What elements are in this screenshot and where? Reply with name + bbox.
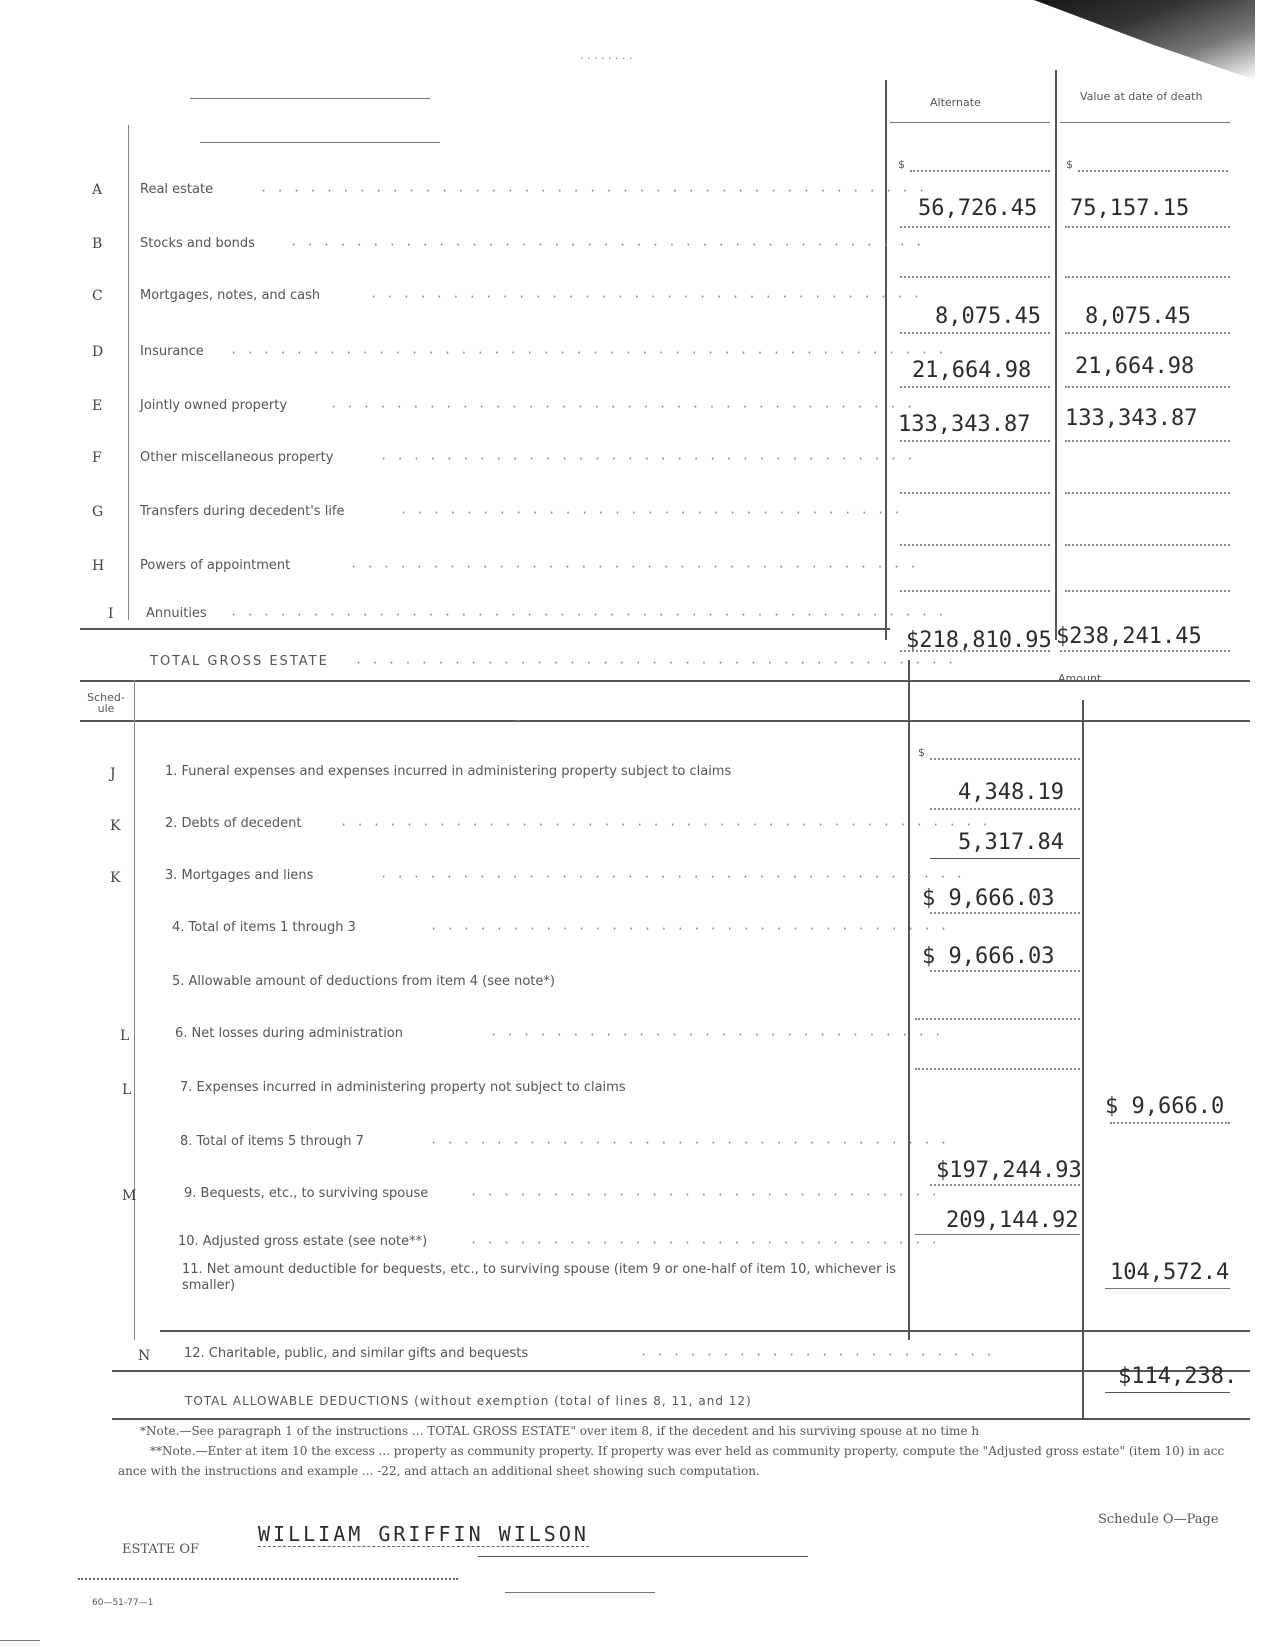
row-rule — [160, 1330, 1250, 1332]
schedule-letter: M — [122, 1188, 137, 1204]
schedule-letter: K — [110, 870, 121, 886]
amount-line — [900, 226, 1050, 228]
amount-line — [900, 386, 1050, 388]
total-gross-alternate: $218,810.95 — [906, 628, 1052, 653]
schedule-letter: F — [92, 450, 102, 466]
deduction-label: 3. Mortgages and liens — [165, 868, 314, 883]
note-1: *Note.—See paragraph 1 of the instructions ... TOTAL GROSS ESTATE" over item 8, if the decedent and his surviving spouse at no time h — [140, 1424, 980, 1438]
faded-header-text: · · · · · · · · — [580, 52, 633, 65]
row-rule — [112, 1418, 1250, 1420]
schedule-letter: K — [110, 818, 121, 834]
amount-line — [1065, 492, 1230, 494]
column-divider-left — [885, 80, 887, 640]
schedule-letter: L — [120, 1028, 130, 1044]
leader-dots: · · · · · · · · · · · · · · · · · · · · · · · · · · · · · · · · — [430, 1136, 949, 1150]
leader-dots: · · · · · · · · · · · · · · · · · · · · · · · · · · · · — [490, 1028, 943, 1042]
amount-line — [1065, 332, 1230, 334]
header-line — [890, 122, 1050, 123]
leader-dots: · · · · · · · · · · · · · · · · · · · · · · · · · · · · · · · · · · · · · · · · — [340, 818, 990, 832]
amount-line — [1105, 1288, 1230, 1289]
schedule-letter: J — [110, 766, 116, 782]
leader-dots: · · · · · · · · · · · · · · · · · · · · · · · · · · · · · · · — [400, 506, 902, 520]
amount-line — [900, 332, 1050, 334]
amount-line — [930, 912, 1080, 914]
amount-line — [1105, 1392, 1230, 1393]
amount-line — [930, 970, 1080, 972]
leader-dots: · · · · · · · · · · · · · · · · · · · · · · · · · · · · · · · · · · · · · — [355, 656, 956, 670]
date-of-death-value: 21,664.98 — [1075, 354, 1195, 379]
date-of-death-value: 8,075.45 — [1085, 304, 1191, 329]
amount-line — [900, 590, 1050, 592]
total-gross-value: $238,241.45 — [1056, 624, 1202, 649]
amount-header: Amount — [1058, 672, 1102, 685]
deduction-label: 1. Funeral expenses and expenses incurred in administering property subject to claims — [165, 764, 732, 779]
scan-corner-shadow — [995, 0, 1255, 80]
deduction-amount: $197,244.93 — [936, 1158, 1082, 1183]
deduction-label: 12. Charitable, public, and similar gifts and bequests — [184, 1346, 529, 1361]
row-label: Jointly owned property — [140, 398, 288, 413]
date-of-death-value: 75,157.15 — [1070, 196, 1190, 221]
amount-line — [1065, 386, 1230, 388]
alternate-value: 56,726.45 — [918, 196, 1038, 221]
leader-dots: · · · · · · · · · · · · · · · · · · · · · · · · · · · · · · · · · · · · · · · · · — [260, 184, 927, 198]
deduction-amount: $ — [918, 746, 925, 759]
total-deductions-label: TOTAL ALLOWABLE DEDUCTIONS (without exemption (total of lines 8, 11, and 12) — [185, 1394, 752, 1408]
dollar-sign: $ — [1066, 158, 1073, 171]
leader-dots: · · · · · · · · · · · · · · · · · · · · · · · · · · · · · · · · · · · · · · · — [290, 238, 924, 252]
row-label: Insurance — [140, 344, 204, 359]
row-label: Other miscellaneous property — [140, 450, 334, 465]
edge-mark — [0, 1640, 40, 1641]
estate-name: WILLIAM GRIFFIN WILSON — [258, 1522, 589, 1546]
amount-line — [1065, 226, 1230, 228]
dollar-sign: $ — [898, 158, 905, 171]
form-code: 60—51-77—1 — [92, 1598, 154, 1608]
leader-dots: · · · · · · · · · · · · · · · · · · · · · · · · · · · · · — [470, 1236, 939, 1250]
schedule-letter: G — [92, 504, 104, 520]
amount-line — [1078, 170, 1228, 172]
header-line — [1060, 122, 1230, 123]
schedule-letter: A — [92, 182, 103, 198]
col-value-header: Value at date of death — [1080, 90, 1203, 103]
schedule-letter: H — [92, 558, 105, 574]
amount-line — [915, 1018, 1080, 1020]
schedule-ref: Schedule O—Page — [1098, 1512, 1219, 1527]
row-label: Mortgages, notes, and cash — [140, 288, 321, 303]
footer-rule — [78, 1578, 458, 1580]
total-gross-label: TOTAL GROSS ESTATE — [150, 654, 329, 669]
schedule-letter: E — [92, 398, 103, 414]
amount-line — [930, 808, 1080, 810]
deduction-amount: 209,144.92 — [946, 1208, 1079, 1233]
note-2: **Note.—Enter at item 10 the excess ... property as community property. If property was ever held as community property, compute the "Adjusted gross estate" (item 10) in acc — [150, 1444, 1225, 1458]
row-label: Powers of appointment — [140, 558, 291, 573]
schedule-letter: I — [108, 606, 114, 622]
leader-dots: · · · · · · · · · · · · · · · · · · · · · · · · · · · · · · · · · · · · — [330, 400, 914, 414]
deduction-label: 4. Total of items 1 through 3 — [172, 920, 356, 935]
deduction-label: 5. Allowable amount of deductions from item 4 (see note*) — [172, 974, 555, 989]
date-of-death-value: 133,343.87 — [1065, 406, 1198, 431]
amount-line — [1110, 1122, 1230, 1124]
amount-line — [930, 758, 1080, 760]
schedule-col-line — [134, 680, 135, 1340]
schedule-letter: C — [92, 288, 103, 304]
amount-line — [1060, 650, 1230, 652]
deduction-label: 7. Expenses incurred in administering property not subject to claims — [180, 1080, 626, 1095]
schedule-header: Sched- ule — [87, 691, 125, 715]
deductions-header-rule — [80, 720, 1250, 722]
total-col-line — [1082, 700, 1084, 1420]
leader-dots: · · · · · · · · · · · · · · · · · · · · · · · · · · · · · · · · · — [380, 452, 915, 466]
deduction-total: $ 9,666.0 — [1105, 1094, 1225, 1119]
amount-line — [900, 492, 1050, 494]
amount-line — [1065, 590, 1230, 592]
col-alternate-header: Alternate — [930, 96, 981, 109]
schedule-letter: B — [92, 236, 103, 252]
amount-line — [1065, 544, 1230, 546]
schedule-letter: L — [122, 1082, 132, 1098]
amount-line — [900, 650, 1050, 652]
note-3: ance with the instructions and example ... -22, and attach an additional sheet showing such computation. — [118, 1464, 760, 1478]
leader-dots: · · · · · · · · · · · · · · · · · · · · · · — [640, 1348, 994, 1362]
deduction-label: 6. Net losses during administration — [175, 1026, 404, 1041]
amount-line — [900, 440, 1050, 442]
total-rule — [80, 628, 890, 630]
total-deductions-value: $114,238. — [1118, 1364, 1238, 1389]
alternate-value: 8,075.45 — [935, 304, 1041, 329]
row-label: Real estate — [140, 182, 214, 197]
deduction-label: 9. Bequests, etc., to surviving spouse — [184, 1186, 429, 1201]
leader-dots: · · · · · · · · · · · · · · · · · · · · · · · · · · · · · · · · · · · — [350, 560, 918, 574]
leader-dots: · · · · · · · · · · · · · · · · · · · · · · · · · · · · · · · · · · · · — [380, 870, 964, 884]
deduction-total: 104,572.4 — [1110, 1260, 1230, 1285]
amount-line — [930, 1184, 1080, 1186]
amount-line — [1065, 440, 1230, 442]
leader-dots: · · · · · · · · · · · · · · · · · · · · · · · · · · · · · · · · · · · · · · · · · · · · — [230, 608, 946, 622]
leader-dots: · · · · · · · · · · · · · · · · · · · · · · · · · · · · · · · · — [430, 922, 949, 936]
column-divider-right — [1055, 70, 1057, 640]
row-rule — [112, 1370, 1250, 1372]
amount-line — [900, 276, 1050, 278]
amount-line — [930, 858, 1080, 859]
alternate-value: 21,664.98 — [912, 358, 1032, 383]
deduction-amount: 4,348.19 — [958, 780, 1064, 805]
leader-dots: · · · · · · · · · · · · · · · · · · · · · · · · · · · · · · · · · · · · · · · · · · · · — [230, 346, 946, 360]
deduction-amount: 5,317.84 — [958, 830, 1064, 855]
signature-line — [478, 1556, 808, 1557]
leader-dots: · · · · · · · · · · · · · · · · · · · · · · · · · · · · · — [470, 1188, 939, 1202]
schedule-letter: D — [92, 344, 104, 360]
amount-line — [900, 544, 1050, 546]
amount-line — [915, 1234, 1080, 1235]
schedule-letter: N — [138, 1348, 151, 1364]
leader-dots: · · · · · · · · · · · · · · · · · · · · · · · · · · · · · · · · · · — [370, 290, 922, 304]
amount-line — [910, 170, 1050, 172]
deduction-label: 10. Adjusted gross estate (see note**) — [178, 1234, 428, 1249]
header-rule — [200, 142, 440, 143]
schedule-column-line — [128, 125, 129, 620]
amount-line — [915, 1068, 1080, 1070]
row-label: Stocks and bonds — [140, 236, 255, 251]
estate-of-label: ESTATE OF — [122, 1542, 200, 1557]
tick — [515, 720, 520, 721]
footer-rule — [505, 1592, 655, 1593]
amount-line — [1065, 276, 1230, 278]
alternate-value: 133,343.87 — [898, 412, 1031, 437]
deduction-amount: $ 9,666.03 — [922, 944, 1055, 969]
row-label: Transfers during decedent's life — [140, 504, 345, 519]
deduction-label: 11. Net amount deductible for bequests, etc., to surviving spouse (item 9 or one-half of item 10, whichever is smaller) — [182, 1262, 897, 1293]
deduction-label: 8. Total of items 5 through 7 — [180, 1134, 364, 1149]
row-label: Annuities — [146, 606, 207, 621]
deduction-amount: $ 9,666.03 — [922, 886, 1055, 911]
deduction-label: 2. Debts of decedent — [165, 816, 302, 831]
header-rule — [190, 98, 430, 99]
